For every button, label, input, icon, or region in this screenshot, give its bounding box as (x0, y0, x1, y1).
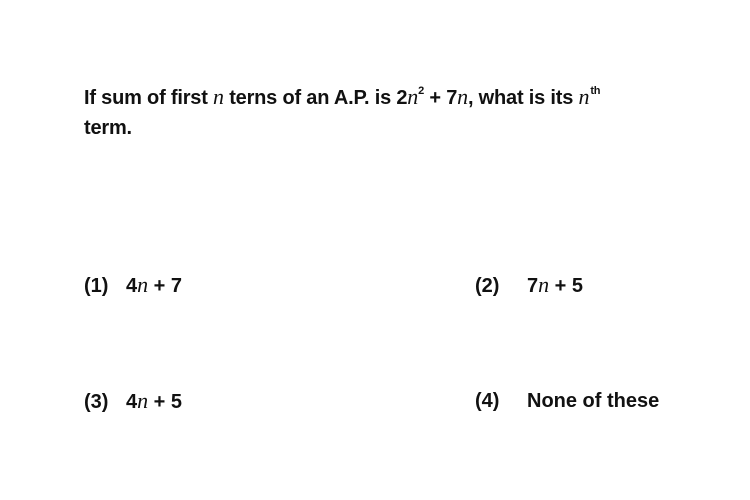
question-part-2: terns of an A.P. is 2 (223, 87, 408, 109)
question-part-4: , what is its (467, 87, 579, 109)
option-number: (1) (84, 275, 109, 297)
option-4[interactable] (475, 386, 659, 416)
option-coefficient: 4 (126, 275, 138, 297)
option-text: None of these (527, 390, 660, 412)
option-coefficient: 7 (527, 275, 539, 297)
option-constant: + 5 (148, 391, 183, 413)
variable-n: n (137, 272, 149, 297)
variable-n: n (213, 84, 224, 109)
variable-n: n (137, 388, 149, 413)
option-number: (2) (475, 275, 500, 297)
option-number: (4) (475, 390, 500, 412)
option-2[interactable] (475, 270, 583, 300)
question-part-1: If sum of first (84, 87, 214, 109)
option-number: (3) (84, 391, 109, 413)
variable-n: n (538, 272, 550, 297)
superscript-th: th (590, 85, 601, 98)
option-constant: + 5 (549, 275, 584, 297)
question-part-3: + 7 (424, 87, 458, 109)
option-coefficient: 4 (126, 391, 138, 413)
variable-n: n (457, 84, 468, 109)
question-text (84, 82, 684, 143)
option-constant: + 7 (148, 275, 183, 297)
option-1[interactable] (84, 270, 182, 300)
exponent-2: 2 (418, 85, 425, 98)
question-part-5: term. (84, 117, 132, 139)
variable-n: n (407, 84, 419, 109)
option-3[interactable] (84, 386, 182, 416)
variable-n: n (578, 84, 590, 109)
